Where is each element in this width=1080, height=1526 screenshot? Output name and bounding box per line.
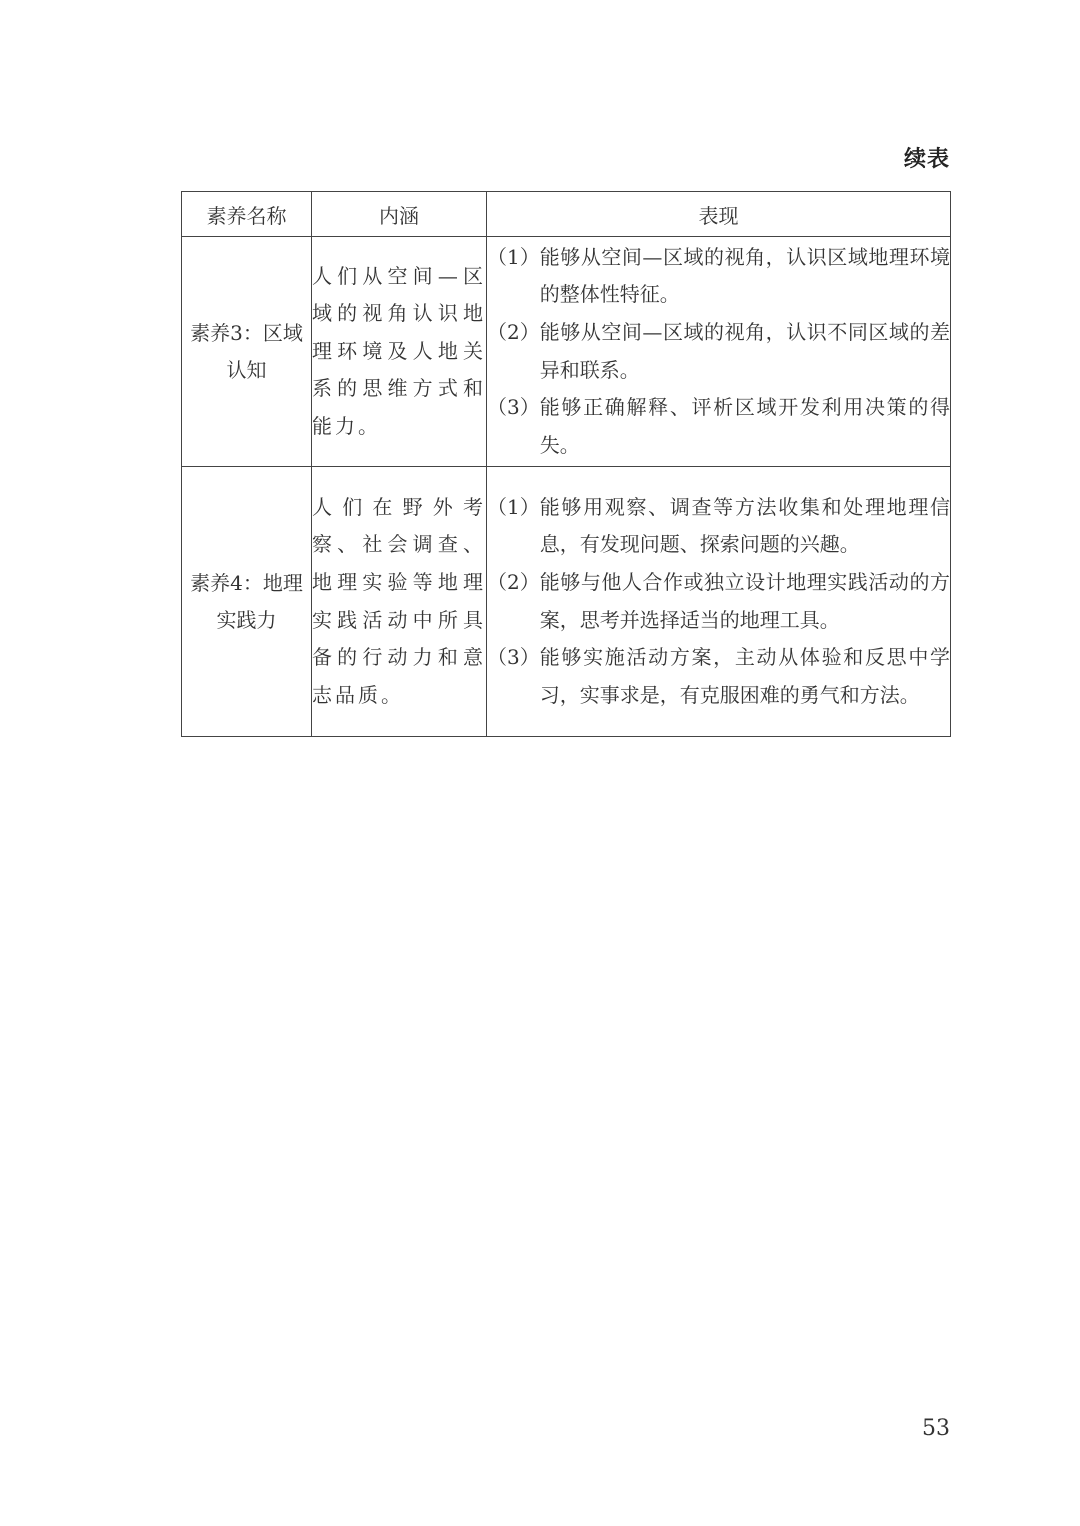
performance-item: [487, 639, 950, 714]
performance-cell: [487, 237, 951, 467]
header-connotation: 内涵: [312, 192, 487, 237]
header-literacy-name: 素养名称: [182, 192, 312, 237]
item-text: 能够与他人合作或独立设计地理实践活动的方案，思考并选择适当的地理工具。: [539, 569, 950, 632]
item-number: （1）: [487, 244, 540, 269]
performance-item: [487, 564, 950, 639]
item-text: 能够从空间—区域的视角，认识区域地理环境的整体性特征。: [539, 244, 950, 307]
item-text: 能够用观察、调查等方法收集和处理地理信息，有发现问题、探索问题的兴趣。: [539, 494, 950, 557]
page-number: 53: [922, 1416, 950, 1441]
item-number: （2）: [487, 319, 540, 344]
item-text: 能够从空间—区域的视角，认识不同区域的差异和联系。: [539, 319, 950, 382]
literacy-name-cell: 素养3：区域认知: [182, 237, 312, 467]
header-performance: 表现: [487, 192, 951, 237]
table-row: [182, 467, 951, 737]
literacy-table: [181, 191, 951, 737]
table-row: [182, 237, 951, 467]
item-number: （1）: [487, 494, 540, 519]
performance-item: [487, 389, 950, 464]
performance-item: [487, 489, 950, 564]
item-number: （3）: [487, 645, 540, 670]
performance-item: [487, 314, 950, 389]
connotation-cell: 人们从空间—区域的视角认识地理环境及人地关系的思维方式和能力。: [312, 237, 487, 467]
table-header-row: [182, 192, 951, 237]
performance-cell: [487, 467, 951, 737]
item-number: （2）: [487, 569, 540, 594]
item-text: 能够实施活动方案，主动从体验和反思中学习，实事求是，有克服困难的勇气和方法。: [539, 645, 950, 707]
connotation-cell: 人们在野外考察、社会调查、地理实验等地理实践活动中所具备的行动力和意志品质。: [312, 467, 487, 737]
continued-table-label: 续表: [903, 147, 950, 172]
performance-item: [487, 239, 950, 314]
item-text: 能够正确解释、评析区域开发利用决策的得失。: [539, 395, 950, 457]
item-number: （3）: [487, 395, 540, 420]
literacy-name-cell: 素养4：地理实践力: [182, 467, 312, 737]
